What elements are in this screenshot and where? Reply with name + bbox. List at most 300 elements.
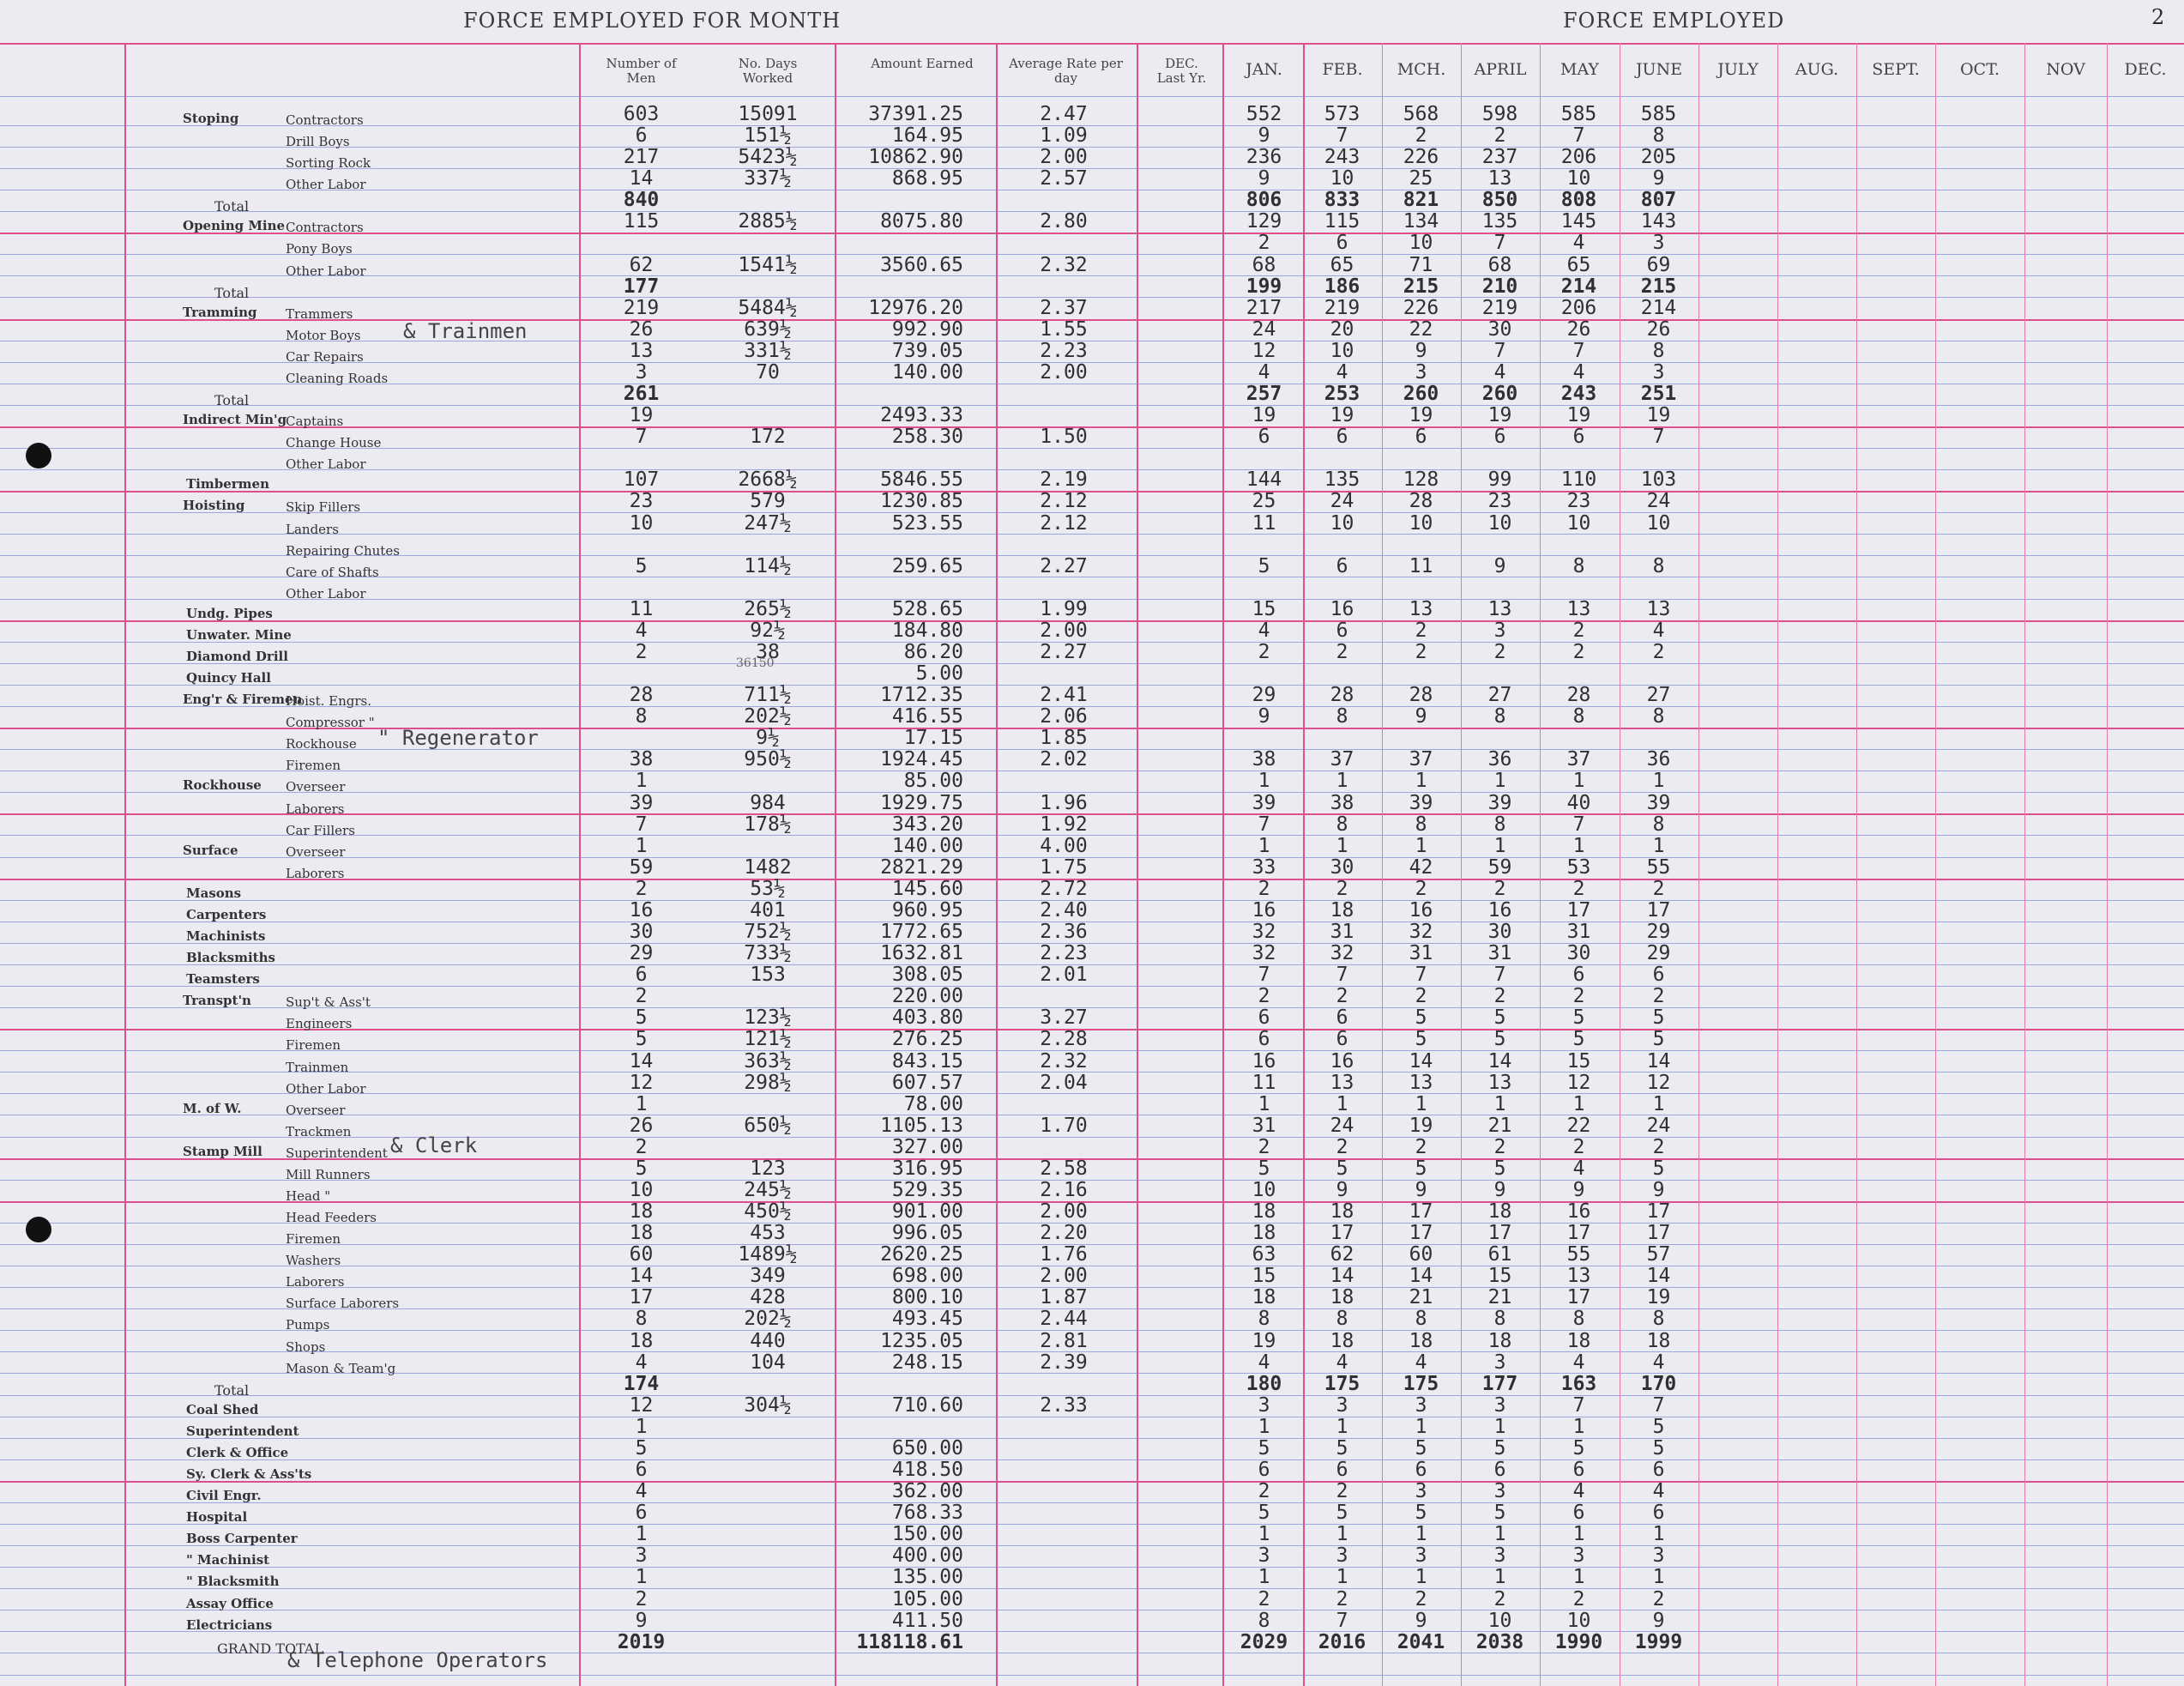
cell-month-count: 38 [1252,748,1276,771]
cell-month-count: 6 [1572,1502,1585,1525]
cell-month-count: 15 [1566,1049,1591,1073]
header-month: JAN. [1246,60,1282,79]
cell-amount-earned: 1924.45 [880,748,963,771]
cell-month-count: 10 [1646,511,1671,535]
cell-month-count: 110 [1560,468,1597,492]
cell-month-count: 4 [1652,619,1665,642]
cell-month-count: 1 [1652,1092,1665,1115]
cell-number-of-men: 10 [629,1179,654,1201]
cell-days-worked: 711½ [744,684,792,707]
cell-month-count: 1999 [1634,1630,1683,1653]
cell-month-count: 2 [1493,1135,1506,1158]
cell-month-count: 5 [1258,1157,1270,1180]
cell-month-count: 10 [1330,167,1354,190]
cell-month-count: 17 [1409,1222,1433,1245]
cell-month-count: 3 [1493,619,1506,642]
cell-month-count: 2 [1258,1480,1270,1503]
cell-month-count: 573 [1324,103,1360,125]
row-item-label: Shops [286,1339,326,1355]
cell-month-count: 10 [1409,232,1433,255]
cell-amount-earned: 992.90 [891,317,963,341]
cell-month-count: 7 [1258,813,1270,836]
cell-amount-earned: 607.57 [891,1071,963,1094]
cell-month-count: 8 [1652,813,1665,836]
cell-number-of-men: 107 [623,468,660,492]
cell-month-count: 129 [1246,210,1282,233]
cell-average-rate: 1.09 [1040,124,1088,148]
cell-month-count: 260 [1481,383,1518,406]
cell-month-count: 2 [1493,985,1506,1008]
cell-month-count: 1 [1572,1566,1585,1589]
cell-days-worked: 178½ [744,813,792,836]
column-rule [996,43,998,1686]
cell-average-rate: 2.47 [1040,103,1088,125]
cell-days-worked: 9½ [756,727,780,750]
cell-number-of-men: 29 [629,942,654,965]
cell-month-count: 850 [1481,189,1518,212]
cell-amount-earned: 105.00 [891,1587,963,1610]
cell-month-count: 1 [1493,1415,1506,1438]
row-item-label: Superintendent [286,1145,388,1161]
cell-average-rate: 2.28 [1040,1028,1088,1051]
header-month: DEC. [2124,60,2167,79]
cell-number-of-men: 10 [629,511,654,535]
cell-month-count: 17 [1646,1200,1671,1224]
cell-month-count: 37 [1330,748,1354,771]
cell-month-count: 144 [1246,468,1282,492]
row-group-label: Hoisting [183,498,245,514]
cell-number-of-men: 6 [635,1459,648,1482]
row-total-label: GRAND TOTAL [217,1640,324,1657]
cell-amount-earned: 17.15 [903,727,963,750]
cell-average-rate: 1.70 [1040,1114,1088,1137]
cell-number-of-men: 18 [629,1329,654,1352]
cell-amount-earned: 1712.35 [880,684,963,707]
page-title-left: FORCE EMPLOYED FOR MONTH [463,9,842,33]
cell-number-of-men: 19 [629,404,654,427]
cell-month-count: 1 [1572,770,1585,793]
cell-month-count: 6 [1336,1459,1348,1482]
cell-number-of-men: 219 [623,296,660,319]
cell-average-rate: 2.40 [1040,898,1088,922]
cell-month-count: 206 [1560,296,1597,319]
cell-month-count: 186 [1324,275,1360,298]
cell-amount-earned: 2620.25 [880,1243,963,1266]
cell-month-count: 4 [1652,1480,1665,1503]
cell-month-count: 19 [1409,404,1433,427]
cell-month-count: 8 [1336,813,1348,836]
cell-month-count: 3 [1336,1544,1348,1568]
cell-month-count: 2 [1415,985,1427,1008]
row-group-label: Rockhouse [183,777,262,794]
cell-month-count: 226 [1403,146,1439,169]
cell-month-count: 16 [1409,898,1433,922]
cell-month-count: 17 [1487,1222,1512,1245]
cell-number-of-men: 3 [635,1544,648,1568]
cell-month-count: 1 [1336,1092,1348,1115]
cell-month-count: 14 [1487,1049,1512,1073]
cell-number-of-men: 30 [629,921,654,944]
cell-number-of-men: 26 [629,317,654,341]
cell-amount-earned: 2493.33 [880,404,963,427]
cell-month-count: 3 [1493,1544,1506,1568]
cell-month-count: 2 [1493,877,1506,900]
cell-average-rate: 2.80 [1040,210,1088,233]
cell-month-count: 3 [1415,1480,1427,1503]
cell-amount-earned: 8075.80 [880,210,963,233]
cell-month-count: 236 [1246,146,1282,169]
cell-month-count: 5 [1493,1006,1506,1030]
cell-month-count: 8 [1572,554,1585,577]
cell-amount-earned: 529.35 [891,1179,963,1201]
cell-number-of-men: 14 [629,1265,654,1288]
cell-month-count: 4 [1258,1351,1270,1374]
cell-average-rate: 1.75 [1040,855,1088,879]
row-item-label: Overseer [286,843,346,860]
row-item-label: Other Labor [286,177,366,193]
cell-month-count: 5 [1258,1502,1270,1525]
cell-month-count: 2 [1258,1587,1270,1610]
row-item-label: Care of Shafts [286,564,379,580]
cell-month-count: 17 [1566,1286,1591,1309]
cell-month-count: 9 [1493,1179,1506,1201]
cell-amount-earned: 5846.55 [880,468,963,492]
row-total-label: Total [214,284,250,301]
row-item-label: Drill Boys [286,134,350,150]
cell-amount-earned: 118118.61 [856,1630,963,1653]
cell-month-count: 19 [1409,1114,1433,1137]
cell-month-count: 18 [1330,1200,1354,1224]
row-group-label: Machinists [186,928,266,945]
row-item-label: Head " [286,1188,331,1204]
cell-average-rate: 2.00 [1040,146,1088,169]
cell-month-count: 7 [1415,964,1427,987]
cell-month-count: 16 [1252,1049,1276,1073]
cell-month-count: 39 [1646,791,1671,814]
cell-days-worked: 104 [750,1351,786,1374]
cell-month-count: 237 [1481,146,1518,169]
cell-month-count: 17 [1646,898,1671,922]
row-group-label: Teamsters [186,971,260,988]
cell-month-count: 99 [1487,468,1512,492]
cell-amount-earned: 416.55 [891,705,963,728]
cell-average-rate: 2.39 [1040,1351,1088,1374]
cell-days-worked: 247½ [744,511,792,535]
cell-amount-earned: 528.65 [891,597,963,620]
cell-month-count: 1 [1572,1092,1585,1115]
cell-month-count: 13 [1566,1265,1591,1288]
cell-month-count: 215 [1640,275,1677,298]
cell-number-of-men: 28 [629,684,654,707]
cell-days-worked: 440 [750,1329,786,1352]
cell-month-count: 5 [1336,1436,1348,1459]
cell-month-count: 1 [1258,1566,1270,1589]
cell-month-count: 39 [1487,791,1512,814]
cell-month-count: 12 [1566,1071,1591,1094]
cell-month-count: 13 [1487,1071,1512,1094]
cell-amount-earned: 710.60 [891,1393,963,1417]
row-item-label: Pumps [286,1317,330,1333]
cell-month-count: 53 [1566,855,1591,879]
row-group-label: Unwater. Mine [186,626,292,643]
cell-amount-earned: 37391.25 [868,103,963,125]
cell-month-count: 568 [1403,103,1439,125]
cell-number-of-men: 18 [629,1200,654,1224]
cell-month-count: 2 [1415,1587,1427,1610]
cell-month-count: 9 [1258,705,1270,728]
cell-month-count: 215 [1403,275,1439,298]
cell-month-count: 6 [1652,1502,1665,1525]
cell-month-count: 3 [1258,1393,1270,1417]
cell-month-count: 8 [1493,1308,1506,1331]
cell-month-count: 214 [1640,296,1677,319]
cell-average-rate: 2.57 [1040,167,1088,190]
cell-average-rate: 2.81 [1040,1329,1088,1352]
cell-month-count: 6 [1572,426,1585,449]
cell-amount-earned: 248.15 [891,1351,963,1374]
cell-month-count: 17 [1330,1222,1354,1245]
cell-month-count: 15 [1252,597,1276,620]
cell-month-count: 1 [1572,834,1585,857]
cell-number-of-men: 39 [629,791,654,814]
cell-days-worked: 1482 [744,855,792,879]
cell-month-count: 3 [1336,1393,1348,1417]
cell-average-rate: 2.02 [1040,748,1088,771]
cell-amount-earned: 140.00 [891,360,963,384]
cell-month-count: 28 [1330,684,1354,707]
row-item-label: Washers [286,1253,341,1269]
header-days-worked: No. Days Worked [738,56,798,86]
row-item-label: Trammers [286,305,353,322]
cell-month-count: 3 [1652,232,1665,255]
cell-month-count: 5 [1258,1436,1270,1459]
cell-amount-earned: 276.25 [891,1028,963,1051]
cell-month-count: 9 [1415,1609,1427,1632]
cell-amount-earned: 411.50 [891,1609,963,1632]
cell-month-count: 26 [1566,317,1591,341]
cell-month-count: 6 [1336,619,1348,642]
row-group-label: Electricians [186,1617,273,1633]
cell-month-count: 14 [1409,1265,1433,1288]
row-item-label: Change House [286,435,382,451]
row-item-label: Repairing Chutes [286,542,400,559]
cell-month-count: 821 [1403,189,1439,212]
cell-number-of-men: 8 [635,705,648,728]
cell-month-count: 17 [1566,1222,1591,1245]
cell-month-count: 251 [1640,383,1677,406]
row-item-label: Laborers [286,1274,345,1290]
row-group-label: Indirect Min'g [183,412,287,428]
cell-days-worked: 70 [756,360,780,384]
cell-month-count: 4 [1572,232,1585,255]
cell-month-count: 4 [1572,360,1585,384]
row-item-label: Engineers [286,1016,353,1032]
cell-month-count: 3 [1493,1393,1506,1417]
cell-month-count: 2 [1652,641,1665,663]
cell-month-count: 5 [1336,1502,1348,1525]
cell-month-count: 214 [1560,275,1597,298]
cell-month-count: 3 [1415,360,1427,384]
cell-month-count: 15 [1252,1265,1276,1288]
cell-month-count: 5 [1652,1028,1665,1051]
cell-month-count: 9 [1258,167,1270,190]
cell-month-count: 585 [1560,103,1597,125]
cell-month-count: 19 [1487,404,1512,427]
cell-days-worked: 245½ [744,1179,792,1201]
cell-month-count: 63 [1252,1243,1276,1266]
cell-month-count: 2 [1258,641,1270,663]
cell-number-of-men: 14 [629,1049,654,1073]
cell-month-count: 14 [1409,1049,1433,1073]
cell-amount-earned: 1772.65 [880,921,963,944]
cell-number-of-men: 2 [635,641,648,663]
cell-amount-earned: 403.80 [891,1006,963,1030]
cell-month-count: 206 [1560,146,1597,169]
cell-average-rate: 2.00 [1040,619,1088,642]
cell-amount-earned: 10862.90 [868,146,963,169]
row-item-label: Firemen [286,758,341,774]
cell-month-count: 10 [1566,167,1591,190]
cell-month-count: 128 [1403,468,1439,492]
cell-number-of-men: 13 [629,339,654,362]
annotation-clerk: & Clerk [390,1133,478,1157]
cell-month-count: 1 [1493,1092,1506,1115]
row-group-label: Carpenters [186,906,267,922]
cell-month-count: 33 [1252,855,1276,879]
cell-month-count: 5 [1652,1157,1665,1180]
row-item-label: Firemen [286,1231,341,1248]
cell-month-count: 6 [1336,1006,1348,1030]
cell-month-count: 9 [1493,554,1506,577]
cell-days-worked: 121½ [744,1028,792,1051]
cell-month-count: 1 [1258,1092,1270,1115]
row-group-label: Superintendent [186,1423,299,1439]
cell-month-count: 8 [1652,705,1665,728]
cell-amount-earned: 316.95 [891,1157,963,1180]
cell-month-count: 5 [1415,1157,1427,1180]
cell-number-of-men: 5 [635,1028,648,1051]
cell-month-count: 3 [1415,1544,1427,1568]
cell-month-count: 28 [1409,684,1433,707]
cell-month-count: 7 [1493,232,1506,255]
header-month: JUNE [1635,60,1683,79]
cell-amount-earned: 996.05 [891,1222,963,1245]
column-rule [1856,43,1857,1686]
cell-month-count: 32 [1409,921,1433,944]
cell-amount-earned: 327.00 [891,1135,963,1158]
row-item-label: Pony Boys [286,241,353,257]
cell-amount-earned: 868.95 [891,167,963,190]
cell-month-count: 5 [1493,1028,1506,1051]
cell-month-count: 21 [1487,1286,1512,1309]
cell-month-count: 7 [1493,339,1506,362]
cell-number-of-men: 14 [629,167,654,190]
cell-average-rate: 2.23 [1040,339,1088,362]
cell-month-count: 808 [1560,189,1597,212]
annotation-regenerator: " Regenerator [377,726,539,751]
cell-average-rate: 2.72 [1040,877,1088,900]
cell-month-count: 2 [1572,641,1585,663]
cell-month-count: 10 [1566,1609,1591,1632]
cell-month-count: 69 [1646,253,1671,276]
header-month: MAY [1560,60,1599,79]
cell-average-rate: 2.19 [1040,468,1088,492]
cell-month-count: 143 [1640,210,1677,233]
cell-month-count: 22 [1409,317,1433,341]
row-item-label: Surface Laborers [286,1296,400,1312]
page-title-right: FORCE EMPLOYED [1563,9,1785,33]
row-total-label: Total [214,198,250,215]
cell-month-count: 24 [1330,1114,1354,1137]
cell-month-count: 7 [1258,964,1270,987]
cell-days-worked: 5423½ [738,146,798,169]
cell-month-count: 19 [1330,404,1354,427]
cell-month-count: 10 [1252,1179,1276,1201]
cell-month-count: 16 [1566,1200,1591,1224]
cell-month-count: 65 [1330,253,1354,276]
header-number-of-men: Number of Men [606,56,677,86]
cell-amount-earned: 259.65 [891,554,963,577]
cell-month-count: 71 [1409,253,1433,276]
cell-number-of-men: 18 [629,1222,654,1245]
row-group-label: Undg. Pipes [186,605,273,621]
row-group-label: Opening Mine [183,218,286,234]
cell-month-count: 5 [1336,1157,1348,1180]
cell-month-count: 1 [1258,770,1270,793]
row-item-label: Head Feeders [286,1210,377,1226]
cell-month-count: 25 [1409,167,1433,190]
cell-number-of-men: 17 [629,1286,654,1309]
cell-average-rate: 2.12 [1040,511,1088,535]
row-item-label: Other Labor [286,585,366,601]
cell-month-count: 27 [1646,684,1671,707]
cell-month-count: 1 [1415,1566,1427,1589]
cell-number-of-men: 12 [629,1393,654,1417]
cell-month-count: 2 [1572,1587,1585,1610]
cell-month-count: 6 [1572,964,1585,987]
cell-number-of-men: 3 [635,360,648,384]
cell-month-count: 3 [1652,360,1665,384]
cell-average-rate: 2.16 [1040,1179,1088,1201]
cell-month-count: 163 [1560,1372,1597,1395]
row-item-label: Hoist. Engrs. [286,693,372,710]
cell-amount-earned: 3560.65 [880,253,963,276]
cell-average-rate: 2.04 [1040,1071,1088,1094]
cell-month-count: 30 [1487,921,1512,944]
cell-average-rate: 4.00 [1040,834,1088,857]
cell-month-count: 14 [1646,1049,1671,1073]
cell-amount-earned: 86.20 [903,641,963,663]
cell-days-worked: 401 [750,898,786,922]
cell-month-count: 5 [1415,1006,1427,1030]
cell-month-count: 6 [1493,1459,1506,1482]
cell-month-count: 5 [1415,1502,1427,1525]
cell-month-count: 6 [1336,554,1348,577]
cell-month-count: 8 [1258,1308,1270,1331]
cell-number-of-men: 62 [629,253,654,276]
cell-days-worked: 1489½ [738,1243,798,1266]
cell-number-of-men: 11 [629,597,654,620]
cell-month-count: 8 [1493,813,1506,836]
cell-month-count: 24 [1330,490,1354,513]
header-month: JULY [1717,60,1759,79]
cell-month-count: 5 [1572,1028,1585,1051]
cell-month-count: 31 [1487,942,1512,965]
cell-average-rate: 1.99 [1040,597,1088,620]
cell-month-count: 30 [1330,855,1354,879]
cell-days-worked: 2885½ [738,210,798,233]
row-group-label: Coal Shed [186,1401,259,1417]
